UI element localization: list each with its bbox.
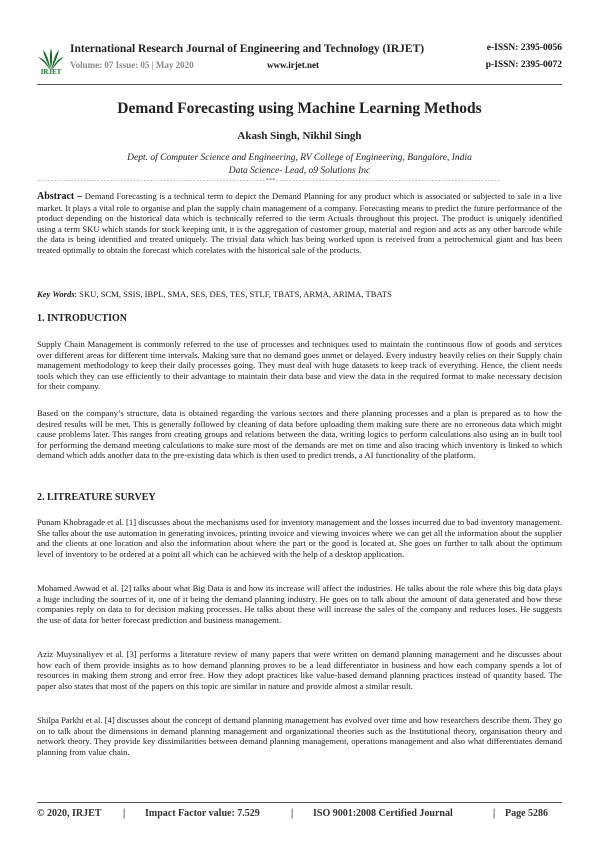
abstract-text: Demand Forecasting is a technical term to depict the Demand Planning for any product which is associated or subjected to sale in a live market. It plays a vital role to organise and plan the supply chain management of a company. Forecasting means to predict the future performance of the product depending on the historical data which is technically referred to the term Actuals throughout this project. The product is uniquely identified using a term SKU which stands for stock keeping unit, it is the aggregation of customer group, material and region and acts as any other barcode while the data is being identified and treated uniquely. The trivial data which has being worked upon is received from a petrochemical giant and has been treated optimally to obtain the forecast which corelates with the historical sale of the products. <box>37 191 563 255</box>
p-issn: p-ISSN: 2395-0072 <box>485 60 562 70</box>
footer-divider: | <box>493 808 496 819</box>
journal-header <box>37 40 562 84</box>
footer-divider: | <box>123 808 126 819</box>
literature-paragraph-4: Shilpa Parkhi et al. [4] discusses about the concept of demand planning management has evolved over time and how researchers describe them. They go on to talk about the dimensions in demand planning management and organizational theories such as the Institutional theory, organisation theory and network theory. They provide key dissimilarities between demand planning management, operations management and also what differentiates demand planning from value chain. <box>37 715 562 757</box>
intro-paragraph-1: Supply Chain Management is commonly referred to the use of processes and techniques used to maintain the continuous flow of goods and services over different areas for different time intervals. Making sure that no demand goes unmet or delayed. Every industry heavily relies on their Supply chain management methodology to keep their daily processes going. They must deal with huge datasets to keep track of everything. Hence, the client needs tools which they can use efficiently to their advantage to maintain their data base and view the data in the required format to make necessary decision for their company. <box>37 339 562 392</box>
abstract <box>37 191 562 256</box>
intro-paragraph-2: Based on the company’s structure, data is obtained regarding the various sectors and there planning processes and a plan is prepared as to how the desired results will be met. This is generally followed by cleaning of data before uploading them making sure there are no erroneous data which might cause problems later. This ranges from creating groups and relations between the data, writing logics to perform calculations also using an in built tool for performing the demand meeting calculations to make sure most of the demands are met on time and also tracing which inventory is linked to which demand which adds another data to the pre-existing data which is then used to predict trends, a AI functionality of the platform. <box>37 408 562 461</box>
section-heading-literature-survey: 2. LITREATURE SURVEY <box>37 492 156 503</box>
keywords-text: : SKU, SCM, SSIS, IBPL, SMA, SES, DES, TES, STLF, TBATS, ARMA, ARIMA, TBATS <box>74 289 392 299</box>
paper-title: Demand Forecasting using Machine Learning Methods <box>117 100 482 117</box>
footer-rule <box>37 802 562 803</box>
volume-issue: Volume: 07 Issue: 05 | May 2020 <box>70 60 194 70</box>
abstract-label: Abstract – <box>37 191 83 202</box>
affiliation-2: Data Science- Lead, o9 Solutions Inc <box>228 166 371 176</box>
section-heading-introduction: 1. INTRODUCTION <box>37 313 128 324</box>
header-rule <box>37 84 562 85</box>
footer-impact-factor: Impact Factor value: 7.529 <box>145 808 260 819</box>
journal-title: International Research Journal of Engineering and Technology (IRJET) <box>70 43 425 55</box>
literature-paragraph-2: Mohamed Awwad et al. [2] talks about what Big Data is and how its increase will affect the industries. He talks about the role where this big data plays a huge including the sources of it, one of it being the demand planning industry. He goes on to talk about the amount of data generated and how these companies reply on data to for decision making processes. He talks about these will increase the sales of the company and reduces loses. He suggests the use of data for better forecast prediction and business management. <box>37 583 562 625</box>
affiliation-1: Dept. of Computer Science and Engineering, RV College of Engineering, Bangalore, India <box>127 153 472 163</box>
keywords-label: Key Words <box>37 289 75 299</box>
literature-paragraph-1: Punam Khobragade et al. [1] discusses about the mechanisms used for inventory management and the losses incurred due to bad inventory management. She talks about the use automation in generating invoices, printing invoice and viewing invoices where we can get all the information about the supplier and the clients at one location and also the information about where the part or the good is located at. She goes on further to talk about the optimum level of inventory to be ordered at a point all which can be achieved with the help of a desktop application. <box>37 517 562 559</box>
footer-divider: | <box>291 808 294 819</box>
logo-text: IRJET <box>40 68 62 76</box>
footer-page-number: Page 5286 <box>505 808 549 819</box>
footer-copyright: © 2020, IRJET <box>37 808 102 819</box>
e-issn: e-ISSN: 2395-0056 <box>486 43 562 53</box>
paper-authors: Akash Singh, Nikhil Singh <box>237 130 362 142</box>
literature-paragraph-3: Aziz Muysinaliyev et al. [3] performs a literature review of many papers that were written on demand planning management and he discusses about how each of them provide insights as to how demand planning proves to be a lead differentiator in business and how each company spends a lot of resources in making them strong and error free. How they adopt practices like value-based demand planning practices instead of quantity based. The paper also states that most of the papers on this topic are similar in nature and provide almost a similar result. <box>37 649 562 691</box>
journal-url[interactable]: www.irjet.net <box>267 60 319 70</box>
keywords <box>37 289 562 300</box>
footer-iso: ISO 9001:2008 Certified Journal <box>313 808 453 819</box>
separator-line: ---------------------------------------------------------------------***-------------------------------------------------------------------- <box>37 178 501 184</box>
